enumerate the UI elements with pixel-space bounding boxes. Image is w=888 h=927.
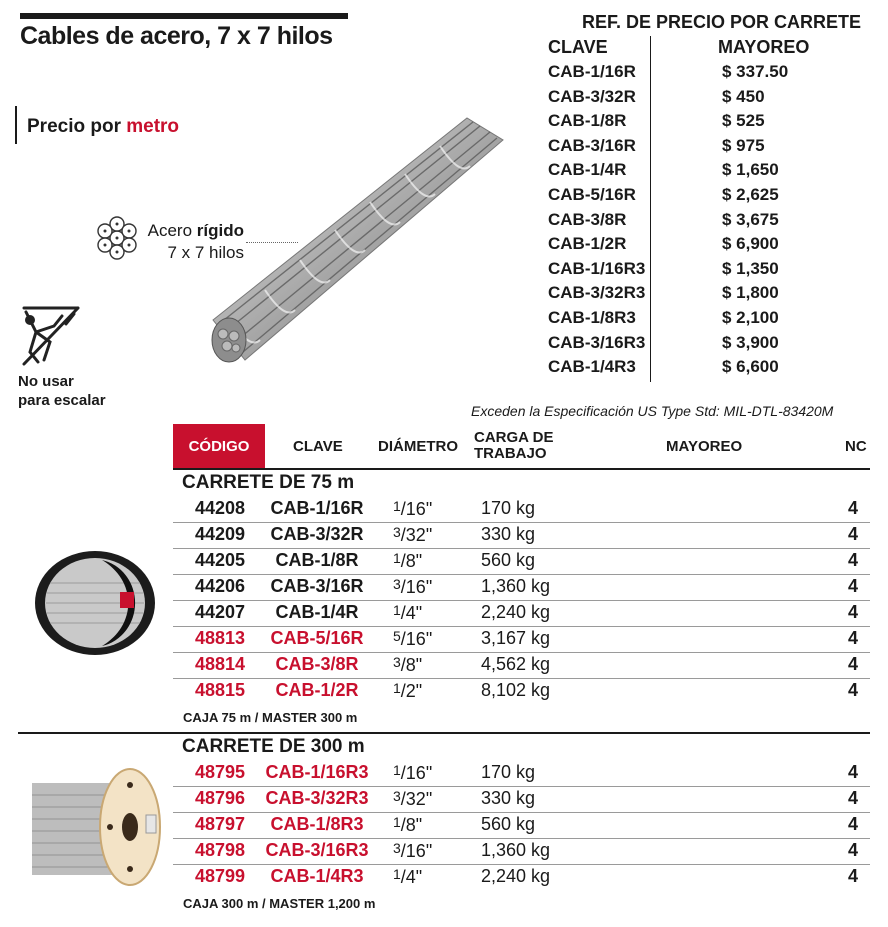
ref-price-title: REF. DE PRECIO POR CARRETE bbox=[582, 12, 862, 32]
row-clave: CAB-1/2R bbox=[275, 680, 359, 700]
row-clave: CAB-1/8R bbox=[275, 550, 359, 570]
table-row bbox=[173, 574, 870, 601]
ref-price: $ 975 bbox=[722, 135, 765, 155]
row-nc: 4 bbox=[847, 762, 858, 782]
ref-price-row bbox=[548, 283, 848, 308]
row-nc: 4 bbox=[847, 576, 858, 596]
row-diametro bbox=[393, 680, 422, 702]
row-nc: 4 bbox=[847, 788, 858, 808]
row-diametro bbox=[393, 602, 422, 624]
row-nc: 4 bbox=[847, 550, 858, 570]
section-divider bbox=[18, 732, 870, 734]
spool-75m-image bbox=[30, 548, 160, 658]
spec-note: Exceden la Especificación US Type Std: MIL-DTL-83420M bbox=[471, 403, 834, 419]
section-title: CARRETE DE 300 m bbox=[182, 736, 365, 757]
row-codigo: 44205 bbox=[194, 550, 246, 570]
ref-clave: CAB-3/16R3 bbox=[548, 332, 646, 352]
diametro-num: 3 bbox=[393, 576, 401, 592]
warning-line1: No usar bbox=[18, 373, 74, 390]
diametro-den: /16" bbox=[400, 841, 433, 861]
ref-price-row bbox=[548, 308, 848, 333]
diametro-num: 1 bbox=[393, 866, 401, 882]
ref-clave: CAB-3/32R bbox=[548, 86, 636, 106]
row-carga: 1,360 kg bbox=[481, 576, 551, 596]
ref-price: $ 337.50 bbox=[722, 62, 789, 81]
diametro-den: /32" bbox=[400, 525, 433, 545]
row-codigo: 48796 bbox=[194, 788, 246, 808]
warning-line2: para escalar bbox=[18, 392, 106, 409]
price-unit-prefix: Precio por bbox=[27, 116, 127, 137]
row-codigo: 48795 bbox=[194, 762, 246, 782]
table-row bbox=[173, 838, 870, 865]
row-clave: CAB-3/8R bbox=[275, 654, 359, 674]
subtitle-rule bbox=[15, 106, 17, 144]
ref-header-mayoreo: MAYOREO bbox=[718, 37, 810, 57]
row-carga: 170 kg bbox=[481, 498, 536, 518]
row-codigo: 44207 bbox=[194, 602, 246, 622]
ref-clave: CAB-1/4R3 bbox=[548, 357, 636, 377]
cable-strand-icon bbox=[94, 215, 140, 261]
table-row bbox=[173, 548, 870, 575]
page-title: Cables de acero, 7 x 7 hilos bbox=[20, 22, 333, 50]
row-nc: 4 bbox=[847, 680, 858, 700]
row-nc: 4 bbox=[847, 628, 858, 648]
row-codigo: 44208 bbox=[194, 498, 246, 518]
row-clave: CAB-5/16R bbox=[270, 628, 364, 648]
ref-price: $ 6,600 bbox=[722, 357, 779, 377]
row-clave: CAB-3/32R3 bbox=[265, 788, 369, 808]
section-footer: CAJA 75 m / MASTER 300 m bbox=[183, 710, 358, 725]
diametro-num: 5 bbox=[393, 628, 401, 644]
ref-price: $ 450 bbox=[722, 86, 765, 106]
header-carga bbox=[474, 430, 553, 462]
row-nc: 4 bbox=[847, 866, 858, 886]
ref-price: $ 1,800 bbox=[722, 283, 779, 303]
table-row bbox=[173, 760, 870, 787]
row-carga: 330 kg bbox=[481, 788, 536, 808]
ref-price-row bbox=[548, 136, 848, 161]
ref-price-row bbox=[548, 160, 848, 185]
cable-label-bold: rígido bbox=[196, 221, 244, 240]
table-row bbox=[173, 678, 870, 704]
row-diametro bbox=[393, 524, 432, 546]
ref-clave: CAB-1/4R bbox=[548, 160, 627, 180]
spool-300m-image bbox=[22, 765, 167, 890]
diametro-den: /8" bbox=[400, 815, 423, 835]
no-climbing-icon bbox=[16, 302, 86, 370]
section-footer: CAJA 300 m / MASTER 1,200 m bbox=[183, 896, 376, 911]
steel-cable-image bbox=[205, 110, 510, 370]
row-carga: 330 kg bbox=[481, 524, 536, 544]
section-title: CARRETE DE 75 m bbox=[182, 472, 355, 493]
price-unit-label bbox=[27, 116, 179, 138]
diametro-den: /4" bbox=[400, 603, 423, 623]
table-row bbox=[173, 652, 870, 679]
ref-price: $ 2,100 bbox=[722, 308, 779, 327]
row-codigo: 48814 bbox=[194, 654, 246, 674]
row-codigo: 44209 bbox=[194, 524, 246, 544]
diametro-den: /8" bbox=[400, 655, 423, 675]
ref-clave: CAB-1/8R3 bbox=[548, 308, 636, 327]
diametro-num: 1 bbox=[393, 762, 401, 778]
row-nc: 4 bbox=[847, 602, 858, 622]
table-row bbox=[173, 786, 870, 813]
ref-price: $ 525 bbox=[722, 111, 765, 131]
ref-price: $ 6,900 bbox=[722, 234, 779, 254]
table-row bbox=[173, 864, 870, 890]
row-codigo: 48815 bbox=[194, 680, 246, 700]
header-diametro: DIÁMETRO bbox=[378, 438, 458, 455]
diametro-num: 3 bbox=[393, 654, 401, 670]
header-rule bbox=[173, 468, 870, 470]
ref-price-row bbox=[548, 357, 848, 382]
row-diametro bbox=[393, 866, 422, 888]
ref-clave: CAB-1/2R bbox=[548, 234, 627, 254]
ref-price-row bbox=[548, 185, 848, 210]
title-rule bbox=[20, 13, 348, 19]
row-nc: 4 bbox=[847, 654, 858, 674]
row-codigo: 48799 bbox=[194, 866, 246, 886]
table-row bbox=[173, 522, 870, 549]
cable-label-prefix: Acero bbox=[147, 221, 197, 240]
row-nc: 4 bbox=[847, 814, 858, 834]
ref-price: $ 1,650 bbox=[722, 160, 779, 180]
row-clave: CAB-1/4R bbox=[275, 602, 359, 622]
ref-price-row bbox=[548, 62, 848, 87]
header-mayoreo: MAYOREO bbox=[666, 438, 743, 455]
diametro-num: 3 bbox=[393, 840, 401, 856]
row-clave: CAB-1/16R bbox=[270, 498, 364, 518]
row-diametro bbox=[393, 576, 432, 598]
price-unit-highlight: metro bbox=[126, 116, 180, 137]
ref-price: $ 3,675 bbox=[722, 209, 779, 229]
ref-price-row bbox=[548, 234, 848, 259]
cable-type-label bbox=[138, 220, 244, 264]
row-carga: 1,360 kg bbox=[481, 840, 551, 860]
header-nc: NC bbox=[845, 438, 867, 455]
row-nc: 4 bbox=[847, 524, 858, 544]
diametro-den: /32" bbox=[400, 789, 433, 809]
row-codigo: 48797 bbox=[194, 814, 246, 834]
row-carga: 2,240 kg bbox=[481, 866, 551, 886]
diametro-num: 1 bbox=[393, 498, 401, 514]
diametro-den: /16" bbox=[400, 499, 433, 519]
header-codigo: CÓDIGO bbox=[173, 424, 265, 468]
row-carga: 4,562 kg bbox=[481, 654, 551, 674]
row-codigo: 44206 bbox=[194, 576, 246, 596]
row-nc: 4 bbox=[847, 498, 858, 518]
table-row bbox=[173, 812, 870, 839]
header-carga-line2: TRABAJO bbox=[474, 445, 547, 462]
row-carga: 170 kg bbox=[481, 762, 536, 782]
callout-leader-line bbox=[246, 242, 298, 243]
row-diametro bbox=[393, 550, 422, 572]
row-clave: CAB-1/16R3 bbox=[265, 762, 369, 782]
row-diametro bbox=[393, 840, 432, 862]
row-diametro bbox=[393, 628, 432, 650]
ref-clave: CAB-3/32R3 bbox=[548, 283, 646, 303]
row-clave: CAB-1/4R3 bbox=[270, 866, 364, 886]
row-carga: 560 kg bbox=[481, 550, 536, 570]
diametro-num: 1 bbox=[393, 602, 401, 618]
diametro-num: 1 bbox=[393, 550, 401, 566]
row-diametro bbox=[393, 788, 432, 810]
row-diametro bbox=[393, 498, 432, 520]
ref-clave: CAB-1/16R bbox=[548, 62, 636, 81]
table-row bbox=[173, 600, 870, 627]
ref-price-row bbox=[548, 210, 848, 235]
diametro-num: 1 bbox=[393, 680, 401, 696]
row-clave: CAB-3/16R bbox=[270, 576, 364, 596]
diametro-den: /2" bbox=[400, 681, 423, 701]
diametro-num: 1 bbox=[393, 814, 401, 830]
diametro-den: /16" bbox=[400, 763, 433, 783]
row-clave: CAB-3/32R bbox=[270, 524, 364, 544]
cable-label-line2: 7 x 7 hilos bbox=[167, 243, 244, 262]
row-clave: CAB-3/16R3 bbox=[265, 840, 369, 860]
ref-price-row bbox=[548, 333, 848, 358]
ref-clave: CAB-5/16R bbox=[548, 185, 636, 204]
ref-price: $ 1,350 bbox=[722, 258, 779, 278]
row-diametro bbox=[393, 654, 422, 676]
ref-price-row bbox=[548, 111, 848, 136]
table-row bbox=[173, 496, 870, 523]
diametro-num: 3 bbox=[393, 524, 401, 540]
ref-clave: CAB-3/16R bbox=[548, 135, 636, 155]
header-clave: CLAVE bbox=[293, 438, 343, 455]
row-carga: 560 kg bbox=[481, 814, 536, 834]
ref-price: $ 3,900 bbox=[722, 332, 779, 352]
diametro-num: 3 bbox=[393, 788, 401, 804]
row-diametro bbox=[393, 814, 422, 836]
diametro-den: /16" bbox=[400, 629, 433, 649]
table-row bbox=[173, 626, 870, 653]
row-diametro bbox=[393, 762, 432, 784]
diametro-den: /16" bbox=[400, 577, 433, 597]
no-climbing-warning bbox=[18, 372, 128, 410]
row-clave: CAB-1/8R3 bbox=[270, 814, 364, 834]
ref-price-row bbox=[548, 259, 848, 284]
ref-clave: CAB-3/8R bbox=[548, 209, 627, 229]
row-nc: 4 bbox=[847, 840, 858, 860]
row-carga: 8,102 kg bbox=[481, 680, 551, 700]
ref-clave: CAB-1/8R bbox=[548, 111, 627, 131]
ref-price-row bbox=[548, 87, 848, 112]
diametro-den: /8" bbox=[400, 551, 423, 571]
row-carga: 2,240 kg bbox=[481, 602, 551, 622]
ref-header-clave: CLAVE bbox=[548, 37, 608, 57]
ref-clave: CAB-1/16R3 bbox=[548, 258, 646, 278]
row-carga: 3,167 kg bbox=[481, 628, 551, 648]
row-codigo: 48813 bbox=[194, 628, 246, 648]
ref-price: $ 2,625 bbox=[722, 185, 779, 204]
row-codigo: 48798 bbox=[194, 840, 246, 860]
diametro-den: /4" bbox=[400, 867, 423, 887]
header-carga-line1: CARGA DE bbox=[474, 429, 554, 446]
